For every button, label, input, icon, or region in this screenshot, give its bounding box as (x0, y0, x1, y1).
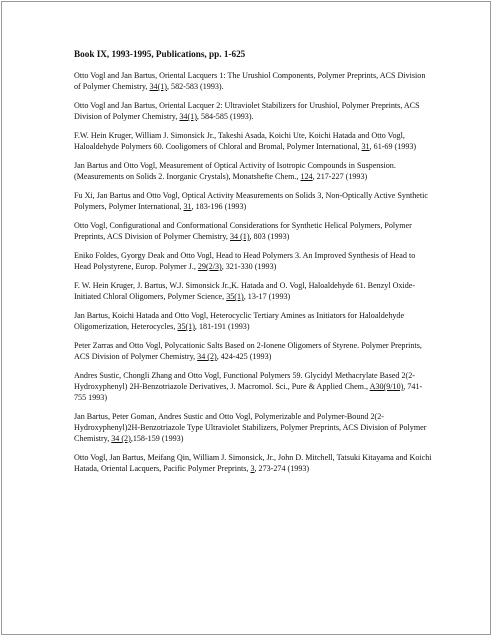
volume-number: 31 (183, 202, 192, 211)
citation-text: Eniko Foldes, Gyorgy Deak and Otto Vogl, Head to Head Polymers 3. An Improved Synthesis of Head to Head Polystyrene, Europ. Polymer J., (74, 251, 416, 271)
citation-text: Otto Vogl, Configurational and Conformational Considerations for Synthetic Helical Polymers, Polymer Preprints, ACS Division of Polymer Chemistry, (74, 221, 412, 241)
citation-text: Fu Xi, Jan Bartus and Otto Vogl, Optical Activity Measurements on Solids 3, Non-Optically Active Synthetic Polymers, Polymer International, (74, 191, 428, 211)
document-page (1, 1, 491, 635)
citation-pages: , 273-274 (1993) (254, 464, 310, 473)
citation-text: F.W. Hein Kruger, William J. Simonsick Jr., Takeshi Asada, Koichi Ute, Koichi Hatada and Otto Vogl, Haloaldehyde Polymers 60. Cooligomers of Chloral and Bromal, Polymer International, (74, 131, 405, 151)
citation-text: Otto Vogl, Jan Bartus, Meifang Qin, William J. Simonsick, Jr., John D. Mitchell, Tatsuki Kitayama and Koichi Hatada, Oriental Lacquers, Pacific Polymer Preprints, (74, 453, 432, 473)
publication-entry (74, 452, 434, 474)
volume-number: 3 (250, 464, 255, 473)
citation-text: Otto Vogl and Jan Bartus, Oriental Lacquer 2: Ultraviolet Stabilizers for Urushiol, Polymer Preprints, ACS Division of Polymer Chemistry, (74, 101, 420, 121)
citation-pages: , 217-227 (1993) (312, 172, 368, 181)
citation-text: Jan Bartus and Otto Vogl, Measurement of Optical Activity of Isotropic Compounds in Suspension. (Measurements on Solids 2. Inorganic Crystals), Monatshefte Chem., (74, 161, 396, 181)
publication-entry (74, 100, 434, 122)
citation-pages: ,158-159 (1993) (130, 434, 184, 443)
citation-text: Andres Sustic, Chongli Zhang and Otto Vogl, Functional Polymers 59. Glycidyl Methacrylate Based 2(2-Hydroxyphenyl) 2H-Benzotriazole Derivatives, J. Macromol. Sci., Pure & Applied Chem., (74, 371, 415, 391)
volume-number: A30(9/10) (369, 382, 404, 391)
citation-pages: , 582-583 (1993). (167, 82, 224, 91)
citation-pages: , 741-755 1993) (74, 382, 423, 402)
publication-entry (74, 130, 434, 152)
citation-pages: , 424-425 (1993) (216, 352, 272, 361)
publication-entry (74, 340, 434, 362)
publication-entry (74, 70, 434, 92)
citation-text: Peter Zarras and Otto Vogl, Polycationic Salts Based on 2-Ionene Oligomers of Styrene. Polymer Preprints, ACS Division of Polymer Chemistry, (74, 341, 422, 361)
volume-number: 34(1) (149, 82, 167, 91)
citation-pages: , 803 (1993) (249, 232, 290, 241)
citation-pages: , 321-330 (1993) (221, 262, 277, 271)
citation-pages: , 13-17 (1993) (243, 292, 291, 301)
publication-entry (74, 250, 434, 272)
publication-entry (74, 220, 434, 242)
citation-pages: , 181-191 (1993) (194, 322, 250, 331)
citation-text: F. W. Hein Kruger, J. Bartus, W.J. Simonsick Jr.,K. Hatada and O. Vogl, Haloaldehyde 61. Benzyl Oxide-Initiated Chloral Oligomers, Polymer Science, (74, 281, 416, 301)
volume-number: 34 (2) (111, 434, 131, 443)
volume-number: 124 (300, 172, 313, 181)
volume-number: 34 (1) (229, 232, 250, 241)
publication-entry (74, 310, 434, 332)
publication-entry (74, 411, 434, 444)
publication-entry (74, 280, 434, 302)
citation-text: Jan Bartus, Koichi Hatada and Otto Vogl, Heterocyclic Tertiary Amines as Initiators for Haloaldehyde Oligomerization, Heterocycles, (74, 311, 405, 331)
citation-pages: , 183-196 (1993) (191, 202, 247, 211)
publication-entry (74, 160, 434, 182)
page-heading: Book IX, 1993-1995, Publications, pp. 1-625 (74, 49, 246, 59)
publication-list (74, 48, 434, 482)
volume-number: 35(1) (226, 292, 244, 301)
volume-number: 34 (2) (197, 352, 217, 361)
citation-pages: , 61-69 (1993) (369, 142, 417, 151)
citation-pages: , 584-585 (1993). (196, 112, 254, 121)
publication-entry (74, 190, 434, 212)
publication-entry (74, 370, 434, 403)
volume-number: 34(1) (179, 112, 197, 121)
citation-text: Jan Bartus, Peter Goman, Andres Sustic and Otto Vogl, Polymerizable and Polymer-Bound 2(2-Hydroxyphenyl)2H-Benzotriazole Type Ultraviolet Stabilizers, Polymer Preprints, ACS Division of Polymer Chemistry, (74, 412, 427, 443)
entries-container (74, 70, 434, 474)
volume-number: 31 (361, 142, 370, 151)
citation-text: Otto Vogl and Jan Bartus, Oriental Lacquers 1: The Urushiol Components, Polymer Preprints, ACS Division of Polymer Chemistry, (74, 71, 426, 91)
volume-number: 35(1) (177, 322, 195, 331)
volume-number: 29(2/3) (197, 262, 222, 271)
